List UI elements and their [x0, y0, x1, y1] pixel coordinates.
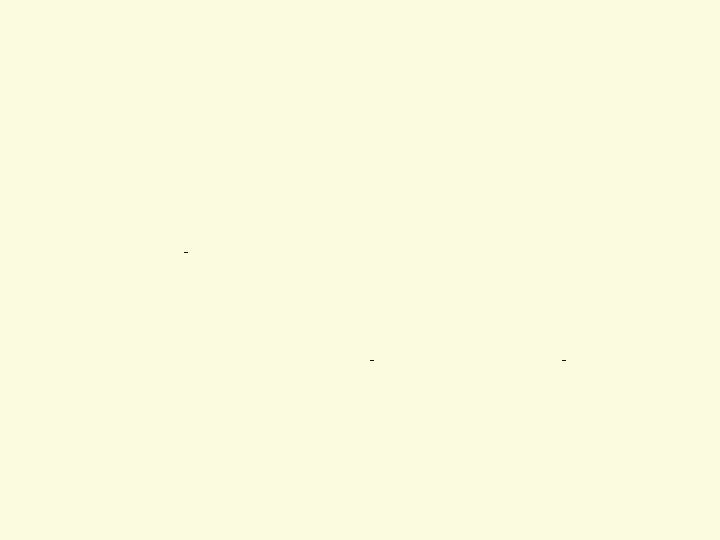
rule-a-expression-2 — [562, 342, 566, 363]
fraction-numerator — [184, 250, 188, 253]
t-statistic-fraction — [184, 250, 188, 255]
alt-option-a — [484, 108, 494, 139]
rule-a-expression-1 — [370, 342, 374, 363]
alt-option-b — [488, 146, 498, 177]
alt-option-c — [488, 184, 498, 215]
test-statement — [166, 250, 200, 255]
